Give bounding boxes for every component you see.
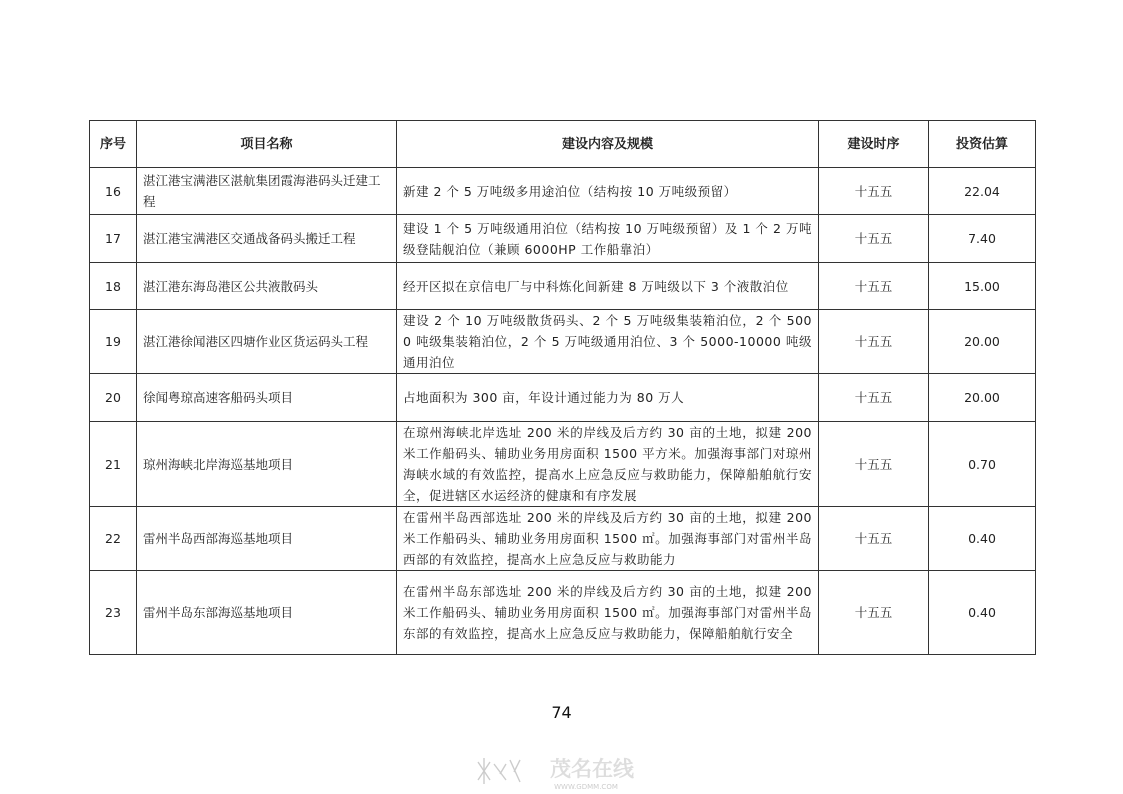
row-content: 新建 2 个 5 万吨级多用途泊位（结构按 10 万吨级预留） (397, 168, 819, 215)
header-investment: 投资估算 (929, 121, 1036, 168)
row-name: 雷州半岛东部海巡基地项目 (137, 571, 397, 655)
row-no: 17 (90, 215, 137, 263)
row-content: 在雷州半岛西部选址 200 米的岸线及后方约 30 亩的土地，拟建 200 米工作船码头、辅助业务用房面积 1500 ㎡。加强海事部门对雷州半岛西部的有效监控，提高水上应急反应与救助能力 (397, 507, 819, 571)
row-period: 十五五 (819, 310, 929, 374)
watermark-text: 茂名在线 (550, 757, 634, 781)
row-name: 湛江港宝满港区湛航集团霞海港码头迁建工程 (137, 168, 397, 215)
header-content: 建设内容及规模 (397, 121, 819, 168)
table-row (90, 215, 1036, 263)
watermark-logo-graphic (470, 752, 670, 792)
row-investment: 15.00 (929, 263, 1036, 310)
row-investment: 0.40 (929, 507, 1036, 571)
row-investment: 7.40 (929, 215, 1036, 263)
table-row (90, 374, 1036, 422)
row-no: 18 (90, 263, 137, 310)
row-name: 徐闻粤琼高速客船码头项目 (137, 374, 397, 422)
row-investment: 20.00 (929, 374, 1036, 422)
row-content: 建设 2 个 10 万吨级散货码头、2 个 5 万吨级集装箱泊位，2 个 5000 吨级集装箱泊位，2 个 5 万吨级通用泊位、3 个 5000-10000 吨级通用泊位 (397, 310, 819, 374)
row-content: 占地面积为 300 亩，年设计通过能力为 80 万人 (397, 374, 819, 422)
projects-table (89, 120, 1036, 655)
table-row (90, 168, 1036, 215)
row-investment: 20.00 (929, 310, 1036, 374)
table-row (90, 422, 1036, 507)
row-content: 经开区拟在京信电厂与中科炼化间新建 8 万吨级以下 3 个液散泊位 (397, 263, 819, 310)
row-period: 十五五 (819, 263, 929, 310)
row-name: 湛江港徐闻港区四塘作业区货运码头工程 (137, 310, 397, 374)
watermark-mark-icon (478, 758, 520, 784)
row-content: 在雷州半岛东部选址 200 米的岸线及后方约 30 亩的土地，拟建 200 米工作船码头、辅助业务用房面积 1500 ㎡。加强海事部门对雷州半岛东部的有效监控，提高水上应急反应与救助能力，保障船舶航行安全 (397, 571, 819, 655)
row-name: 雷州半岛西部海巡基地项目 (137, 507, 397, 571)
table-header-row (90, 121, 1036, 168)
header-no: 序号 (90, 121, 137, 168)
row-name: 湛江港宝满港区交通战备码头搬迁工程 (137, 215, 397, 263)
row-name: 湛江港东海岛港区公共液散码头 (137, 263, 397, 310)
row-period: 十五五 (819, 571, 929, 655)
row-no: 19 (90, 310, 137, 374)
page-number: 74 (551, 703, 572, 722)
row-investment: 22.04 (929, 168, 1036, 215)
row-no: 23 (90, 571, 137, 655)
row-no: 20 (90, 374, 137, 422)
row-period: 十五五 (819, 507, 929, 571)
row-name: 琼州海峡北岸海巡基地项目 (137, 422, 397, 507)
header-period: 建设时序 (819, 121, 929, 168)
row-period: 十五五 (819, 215, 929, 263)
table-row (90, 507, 1036, 571)
row-period: 十五五 (819, 374, 929, 422)
row-content: 在琼州海峡北岸选址 200 米的岸线及后方约 30 亩的土地，拟建 200 米工作船码头、辅助业务用房面积 1500 平方米。加强海事部门对琼州海峡水域的有效监控，提高水上应急反应与救助能力，保障船舶航行安全，促进辖区水运经济的健康和有序发展 (397, 422, 819, 507)
row-no: 22 (90, 507, 137, 571)
table-row (90, 310, 1036, 374)
row-period: 十五五 (819, 168, 929, 215)
row-period: 十五五 (819, 422, 929, 507)
table-row (90, 571, 1036, 655)
row-no: 21 (90, 422, 137, 507)
row-content: 建设 1 个 5 万吨级通用泊位（结构按 10 万吨级预留）及 1 个 2 万吨级登陆舰泊位（兼顾 6000HP 工作船靠泊） (397, 215, 819, 263)
row-no: 16 (90, 168, 137, 215)
table-row (90, 263, 1036, 310)
watermark-logo (470, 752, 670, 792)
watermark-url: WWW.GDMM.COM (554, 783, 618, 791)
header-name: 项目名称 (137, 121, 397, 168)
row-investment: 0.40 (929, 571, 1036, 655)
row-investment: 0.70 (929, 422, 1036, 507)
